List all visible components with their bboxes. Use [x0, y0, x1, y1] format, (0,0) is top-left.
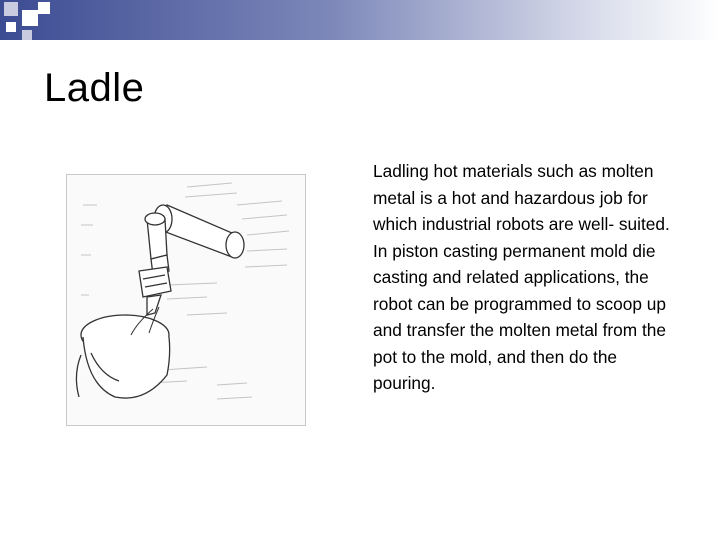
slide-title: Ladle	[44, 66, 145, 110]
corner-square	[22, 10, 38, 26]
robot-ladle-illustration	[66, 174, 306, 426]
slide-body-text: Ladling hot materials such as molten metal is a hot and hazardous job for which industrial robots are well- suited. In piston casting permanent mold die casting and related applications, the robot can be programmed to scoop up and transfer the molten metal from the pot to the mold, and then do the pouring.	[373, 161, 670, 393]
corner-square	[6, 22, 16, 32]
ladle-drawing	[67, 175, 305, 425]
corner-square	[22, 30, 32, 40]
corner-square	[4, 2, 18, 16]
corner-square	[38, 2, 50, 14]
corner-decoration	[0, 0, 60, 44]
header-gradient-band	[0, 0, 720, 40]
